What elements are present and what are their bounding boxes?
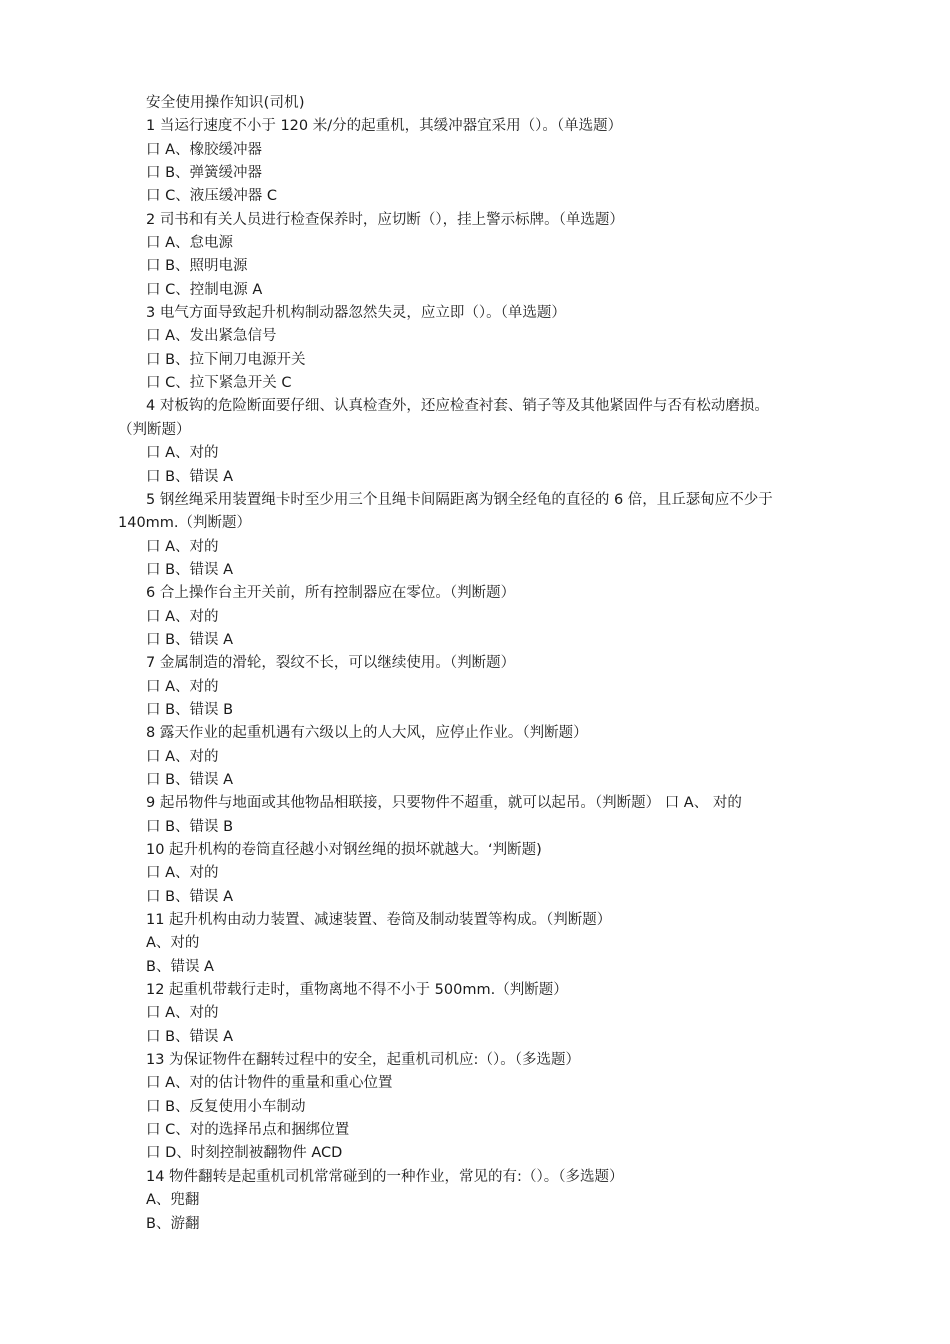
text-line: 口 C、液压缓冲器 C <box>146 188 277 205</box>
text-line: A、兜翻 <box>146 1192 200 1209</box>
text-line: 口 B、反复使用小车制动 <box>146 1098 306 1115</box>
text-line: 口 C、对的选择吊点和捆绑位置 <box>146 1122 350 1139</box>
text-line: 口 B、拉下闸刀电源开关 <box>146 351 306 368</box>
text-line: 口 A、对的 <box>146 1005 219 1022</box>
text-line: 口 B、错误 A <box>146 468 234 485</box>
text-line: 口 C、拉下紧急开关 C <box>146 375 292 392</box>
text-line: 6 合上操作台主开关前，所有控制器应在零位。（判断题） <box>146 585 516 602</box>
text-line: 口 A、对的 <box>146 865 219 882</box>
text-line: 13 为保证物件在翻转过程中的安全，起重机司机应:（）。（多选题） <box>146 1052 580 1069</box>
text-line: 口 B、照明电源 <box>146 258 248 275</box>
text-line: 口 B、错误 A <box>146 561 234 578</box>
text-line: 11 起升机构由动力装置、减速装置、卷筒及制动装置等构成。（判断题） <box>146 912 612 929</box>
text-line: A、对的 <box>146 935 200 952</box>
document-page <box>0 92 950 1236</box>
text-line: 口 A、发出紧急信号 <box>146 328 277 345</box>
text-line: 口 A、对的 <box>146 748 219 765</box>
text-line: 口 B、错误 A <box>146 771 234 788</box>
document-title: 安全使用操作知识(司机) <box>146 95 305 111</box>
text-line: 口 A、橡胶缓冲器 <box>146 141 263 158</box>
text-line: 3 电气方面导致起升机构制动器忽然失灵，应立即（）。（单选题） <box>146 305 566 322</box>
text-line: 口 A、怠电源 <box>146 235 234 252</box>
text-line: 口 A、对的 <box>146 445 219 462</box>
text-line: 口 B、错误 A <box>146 631 234 648</box>
text-line: 2 司书和有关人员进行检查保养时，应切断（），挂上警示标牌。（单选题） <box>146 211 624 228</box>
text-line: 7 金属制造的滑轮，裂纹不长，可以继续使用。（判断题） <box>146 655 516 672</box>
text-line: 口 C、控制电源 A <box>146 281 263 298</box>
text-line: 8 露天作业的起重机遇有六级以上的人大风，应停止作业。（判断题） <box>146 725 588 742</box>
text-line: （判断题） <box>118 421 191 438</box>
text-line: 口 A、对的 <box>146 538 219 555</box>
text-line: 口 B、错误 B <box>146 818 234 835</box>
text-line: 口 B、弹簧缓冲器 <box>146 165 263 182</box>
text-line: 14 物件翻转是起重机司机常常碰到的一种作业，常见的有:（）。（多选题） <box>146 1168 624 1185</box>
text-line: 12 起重机带载行走时，重物离地不得不小于 500mm.（判断题） <box>146 982 568 999</box>
text-line: 4 对板钩的危险断面要仔细、认真检查外，还应检查衬套、销子等及其他紧固件与否有松动磨损。 <box>146 398 769 415</box>
text-line: 140mm.（判断题） <box>118 515 252 532</box>
text-line: 口 A、对的 <box>146 608 219 625</box>
text-line: 5 钢丝绳采用装置绳卡时至少用三个且绳卡间隔距离为钢全经龟的直径的 6 倍，且丘瑟甸应不少于 <box>146 491 773 508</box>
text-line: 9 起吊物件与地面或其他物品相联接，只要物件不超重，就可以起吊。（判断题） 口 A、 对的 <box>146 795 742 812</box>
text-line: B、游翻 <box>146 1215 200 1232</box>
text-line: 口 B、错误 A <box>146 1028 234 1045</box>
text-line: B、错误 A <box>146 958 214 975</box>
text-line: 口 D、时刻控制被翻物件 ACD <box>146 1145 343 1162</box>
text-line: 1 当运行速度不小于 120 米/分的起重机，其缓冲器宜采用（）。（单选题） <box>146 118 623 135</box>
document-body <box>0 115 950 1236</box>
text-line: 口 B、错误 A <box>146 888 234 905</box>
text-line: 口 A、对的估计物件的重量和重心位置 <box>146 1075 393 1092</box>
text-line: 10 起升机构的卷筒直径越小对钢丝绳的损坏就越大。‘判断题) <box>146 842 542 858</box>
text-line: 口 B、错误 B <box>146 701 234 718</box>
text-line: 口 A、对的 <box>146 678 219 695</box>
